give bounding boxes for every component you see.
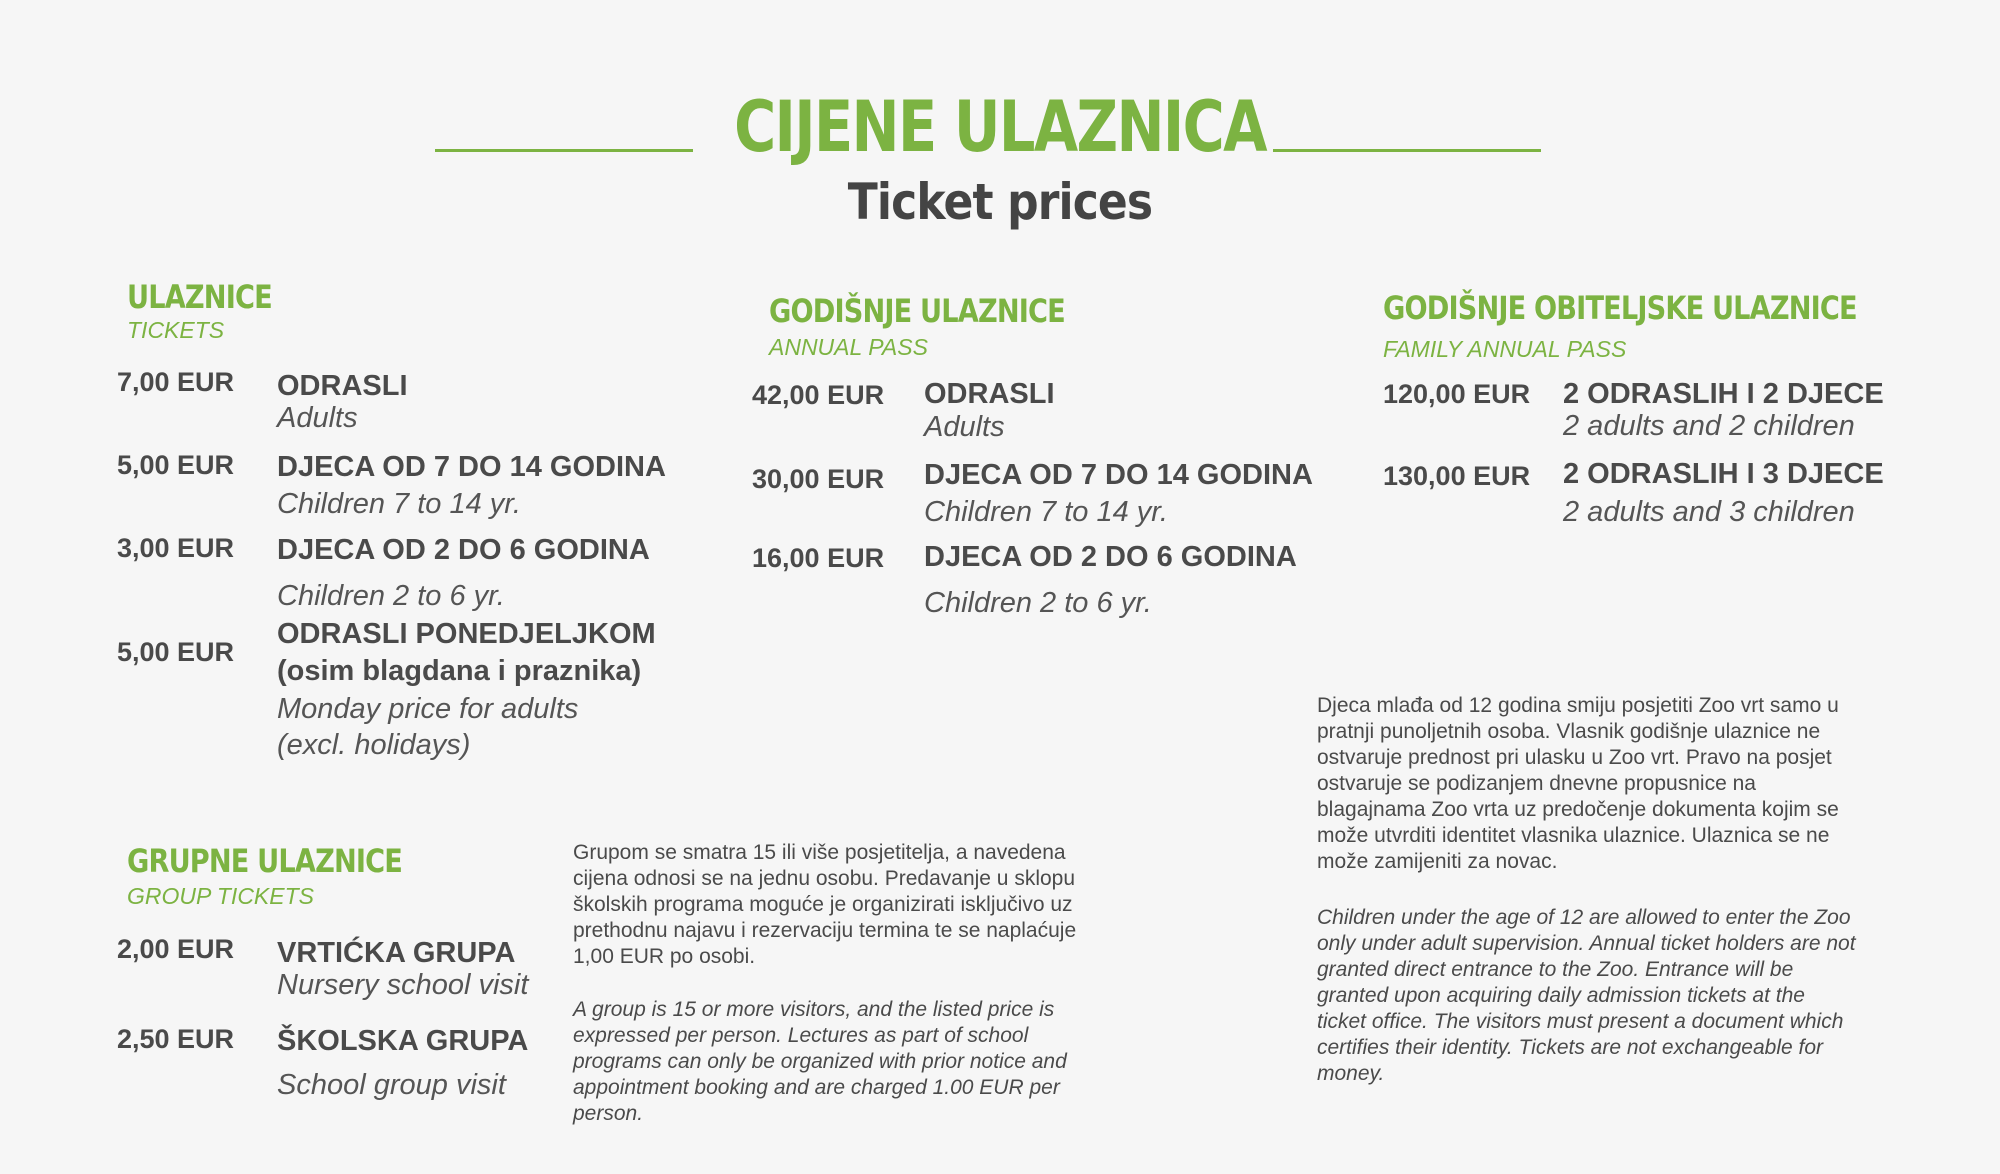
family-label-2-3: 2 ODRASLIH I 3 DJECE [1563,458,1884,490]
page-title: CIJENE ULAZNICA [734,86,1266,168]
family-title: GODIŠNJE OBITELJSKE ULAZNICE [1383,289,1857,327]
annual-desc-children-7-14: Children 7 to 14 yr. [924,496,1168,528]
group-note-croatian: Grupom se smatra 15 ili više posjetitelja, a navedena cijena odnosi se na jednu osobu. Predavanje u sklopu školskih programa moguće je organizirati isključivo uz prethodnu najavu i rezervaciju termina te se naplaćuje 1,00 EUR po osobi. [573,841,1077,968]
tickets-label-monday-note: (osim blagdana i praznika) [277,655,642,687]
annual-desc-children-2-6: Children 2 to 6 yr. [924,587,1152,619]
annual-subtitle: ANNUAL PASS [769,334,928,360]
annual-price-children-7-14: 30,00 EUR [752,464,885,494]
annual-title: GODIŠNJE ULAZNICE [769,292,1065,330]
tickets-desc-monday-note: (excl. holidays) [277,729,471,761]
group-price-nursery: 2,00 EUR [117,934,235,964]
notice-english: Children under the age of 12 are allowed to enter the Zoo only under adult supervision. Annual ticket holders are not granted direct entrance to the Zoo. Entrance will be granted upon acquiring daily admission tickets at the ticket office. The visitors must present a document which certifies their identity. Tickets are not exchangeable for money. [1317,906,1856,1085]
group-price-school: 2,50 EUR [117,1024,235,1054]
group-label-school: ŠKOLSKA GRUPA [277,1025,529,1057]
tickets-label-children-7-14: DJECA OD 7 DO 14 GODINA [277,451,666,483]
annual-label-children-2-6: DJECA OD 2 DO 6 GODINA [924,541,1297,573]
tickets-price-adults: 7,00 EUR [117,367,235,397]
tickets-price-children-2-6: 3,00 EUR [117,533,235,563]
annual-price-adults: 42,00 EUR [752,380,885,410]
tickets-desc-children-2-6: Children 2 to 6 yr. [277,580,505,612]
family-price-2-2: 120,00 EUR [1383,379,1531,409]
tickets-label-children-2-6: DJECA OD 2 DO 6 GODINA [277,534,650,566]
family-subtitle: FAMILY ANNUAL PASS [1383,336,1627,362]
tickets-title: ULAZNICE [127,278,272,316]
tickets-desc-monday: Monday price for adults [277,693,579,725]
family-desc-2-3: 2 adults and 3 children [1563,496,1855,528]
tickets-desc-adults: Adults [277,402,358,434]
tickets-price-monday: 5,00 EUR [117,637,235,667]
group-desc-nursery: Nursery school visit [277,969,529,1001]
group-note-english: A group is 15 or more visitors, and the listed price is expressed per person. Lectures as part of school programs can only be organized with prior notice and appointment booking and are charged 1.00 EUR per person. [573,998,1067,1125]
tickets-label-monday: ODRASLI PONEDJELJKOM [277,618,656,650]
tickets-subtitle: TICKETS [127,317,225,343]
group-desc-school: School group visit [277,1069,506,1101]
group-subtitle: GROUP TICKETS [127,883,314,909]
annual-label-adults: ODRASLI [924,378,1055,410]
group-title: GRUPNE ULAZNICE [127,842,402,880]
tickets-price-children-7-14: 5,00 EUR [117,450,235,480]
family-label-2-2: 2 ODRASLIH I 2 DJECE [1563,378,1884,410]
tickets-label-adults: ODRASLI [277,370,408,402]
group-label-nursery: VRTIĆKA GRUPA [277,937,516,969]
notice-croatian: Djeca mlađa od 12 godina smiju posjetiti Zoo vrt samo u pratnji punoljetnih osoba. Vlasnik godišnje ulaznice ne ostvaruje prednost pri ulasku u Zoo vrt. Pravo na posjet ostvaruje se podizanjem dnevne propusnice na blagajnama Zoo vrta uz predočenje dokumenta kojim se može utvrditi identitet vlasnika ulaznice. Ulaznica se ne može zamijeniti za novac. [1317,694,1839,873]
annual-label-children-7-14: DJECA OD 7 DO 14 GODINA [924,459,1313,491]
annual-desc-adults: Adults [924,411,1005,443]
tickets-desc-children-7-14: Children 7 to 14 yr. [277,488,521,520]
page-subtitle: Ticket prices [847,173,1153,231]
family-desc-2-2: 2 adults and 2 children [1563,410,1855,442]
annual-price-children-2-6: 16,00 EUR [752,543,885,573]
family-price-2-3: 130,00 EUR [1383,461,1531,491]
